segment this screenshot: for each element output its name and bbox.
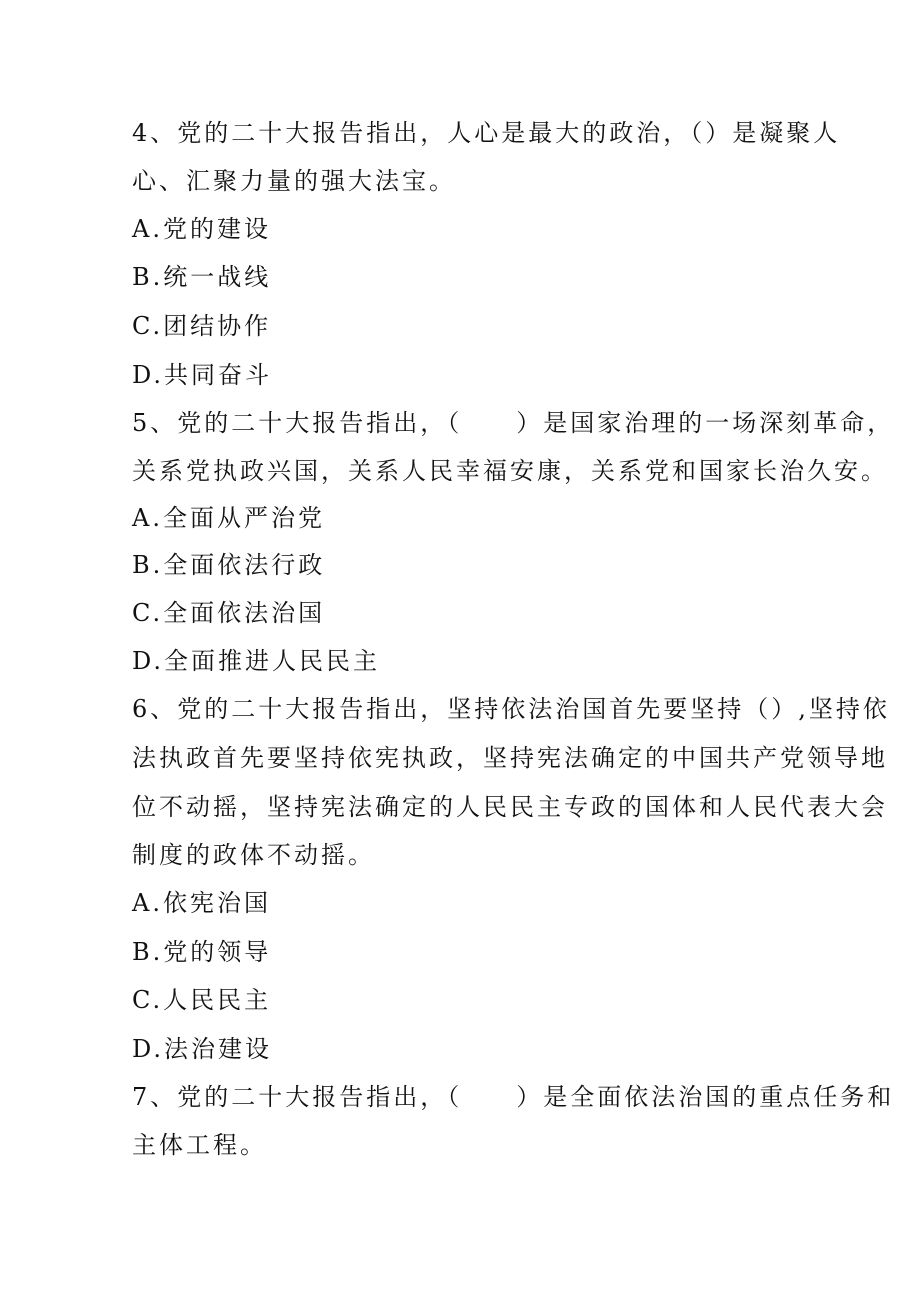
question-7-stem-line-2: 主体工程。	[132, 1131, 267, 1159]
question-6-stem-line-1: 6、党的二十大报告指出，坚持依法治国首先要坚持（）,坚持依	[132, 695, 890, 723]
question-6-stem-line-3: 位不动摇，坚持宪法确定的人民民主专政的国体和人民代表大会	[132, 793, 888, 821]
question-6-stem-line-2: 法执政首先要坚持依宪执政，坚持宪法确定的中国共产党领导地	[132, 744, 888, 772]
question-6-stem-line-4: 制度的政体不动摇。	[132, 841, 375, 869]
question-4-option-b: B.统一战线	[132, 263, 272, 291]
question-4-option-c: C.团结协作	[132, 312, 272, 340]
question-5-stem-line-1: 5、党的二十大报告指出，（ ）是国家治理的一场深刻革命，	[132, 409, 895, 437]
question-6-option-b: B.党的领导	[132, 938, 272, 966]
question-5-option-b: B.全面依法行政	[132, 551, 326, 579]
question-4-stem-line-1: 4、党的二十大报告指出，人心是最大的政治，（）是凝聚人	[132, 119, 841, 147]
question-5-stem-line-2: 关系党执政兴国，关系人民幸福安康，关系党和国家长治久安。	[132, 457, 888, 485]
question-5-option-c: C.全面依法治国	[132, 599, 326, 627]
question-4-option-d: D.共同奋斗	[132, 361, 273, 389]
question-5-option-d: D.全面推进人民民主	[132, 647, 381, 675]
question-7-stem-line-1: 7、党的二十大报告指出，（ ）是全面依法治国的重点任务和	[132, 1083, 895, 1111]
question-4-option-a: A.党的建设	[132, 215, 271, 243]
question-6-option-d: D.法治建设	[132, 1035, 273, 1063]
question-6-option-a: A.依宪治国	[132, 889, 271, 917]
question-5-option-a: A.全面从严治党	[132, 504, 325, 532]
question-4-stem-line-2: 心、汇聚力量的强大法宝。	[132, 167, 456, 195]
question-6-option-c: C.人民民主	[132, 986, 272, 1014]
